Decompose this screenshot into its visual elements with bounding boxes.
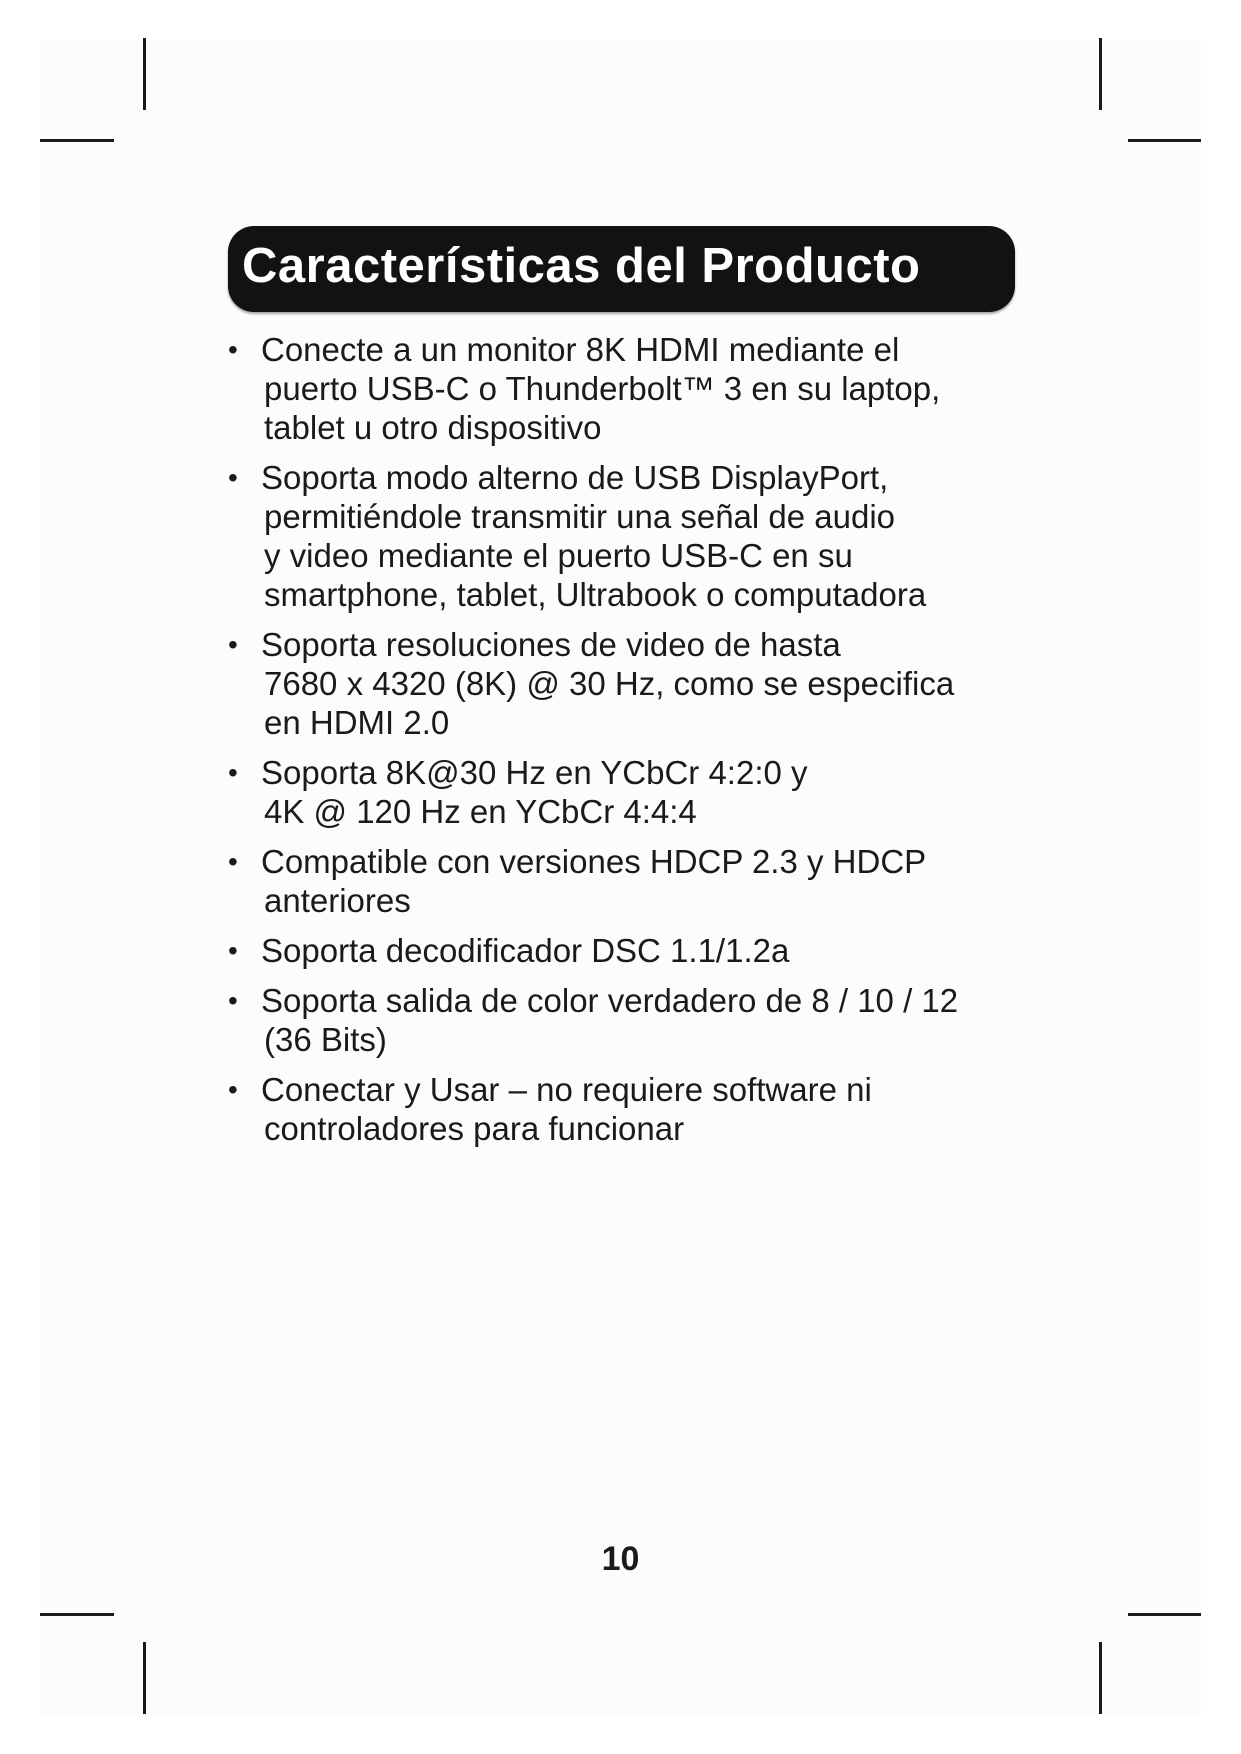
section-heading-bar (228, 226, 1015, 312)
feature-item (228, 981, 1008, 1059)
feature-item (228, 1070, 1008, 1148)
feature-line: (36 Bits) (264, 1021, 387, 1058)
feature-item (228, 753, 1008, 831)
feature-line: 4K @ 120 Hz en YCbCr 4:4:4 (264, 793, 697, 830)
feature-line: Soporta resoluciones de video de hasta (261, 626, 841, 663)
page-number: 10 (601, 1540, 640, 1578)
feature-line: puerto USB-C o Thunderbolt™ 3 en su laptop, (264, 370, 941, 407)
bullet-icon: • (228, 846, 238, 877)
bullet-icon: • (228, 985, 238, 1016)
feature-list (228, 330, 1008, 1159)
feature-line: Soporta decodificador DSC 1.1/1.2a (261, 932, 790, 969)
feature-line: 7680 x 4320 (8K) @ 30 Hz, como se especifica (264, 665, 955, 702)
crop-mark-top-left-vertical (143, 38, 146, 110)
feature-line: smartphone, tablet, Ultrabook o computadora (264, 576, 927, 613)
feature-line: Soporta salida de color verdadero de 8 / 10 / 12 (261, 982, 959, 1019)
bullet-icon: • (228, 935, 238, 966)
feature-item (228, 625, 1008, 742)
feature-line: Conecte a un monitor 8K HDMI mediante el (261, 331, 900, 368)
feature-line: Soporta modo alterno de USB DisplayPort, (261, 459, 889, 496)
bullet-icon: • (228, 1074, 238, 1105)
feature-item (228, 330, 1008, 447)
section-heading: Características del Producto (242, 239, 921, 293)
feature-line: tablet u otro dispositivo (264, 409, 602, 446)
feature-item (228, 458, 1008, 614)
crop-mark-top-left-horizontal (40, 139, 114, 142)
crop-mark-bottom-left-vertical (143, 1642, 146, 1714)
feature-line: permitiéndole transmitir una señal de audio (264, 498, 896, 535)
bullet-icon: • (228, 334, 238, 365)
feature-line: Conectar y Usar – no requiere software ni (261, 1071, 872, 1108)
crop-mark-bottom-left-horizontal (40, 1613, 114, 1616)
feature-item (228, 931, 1008, 970)
feature-item (228, 842, 1008, 920)
feature-line: y video mediante el puerto USB-C en su (264, 537, 853, 574)
crop-mark-bottom-right-horizontal (1128, 1613, 1201, 1616)
feature-line: Compatible con versiones HDCP 2.3 y HDCP (261, 843, 927, 880)
feature-line: anteriores (264, 882, 411, 919)
crop-mark-top-right-horizontal (1128, 139, 1201, 142)
feature-line: Soporta 8K@30 Hz en YCbCr 4:2:0 y (261, 754, 808, 791)
bullet-icon: • (228, 462, 238, 493)
bullet-icon: • (228, 757, 238, 788)
crop-mark-bottom-right-vertical (1099, 1642, 1102, 1714)
feature-line: en HDMI 2.0 (264, 704, 450, 741)
bullet-icon: • (228, 629, 238, 660)
crop-mark-top-right-vertical (1099, 38, 1102, 110)
feature-line: controladores para funcionar (264, 1110, 685, 1147)
